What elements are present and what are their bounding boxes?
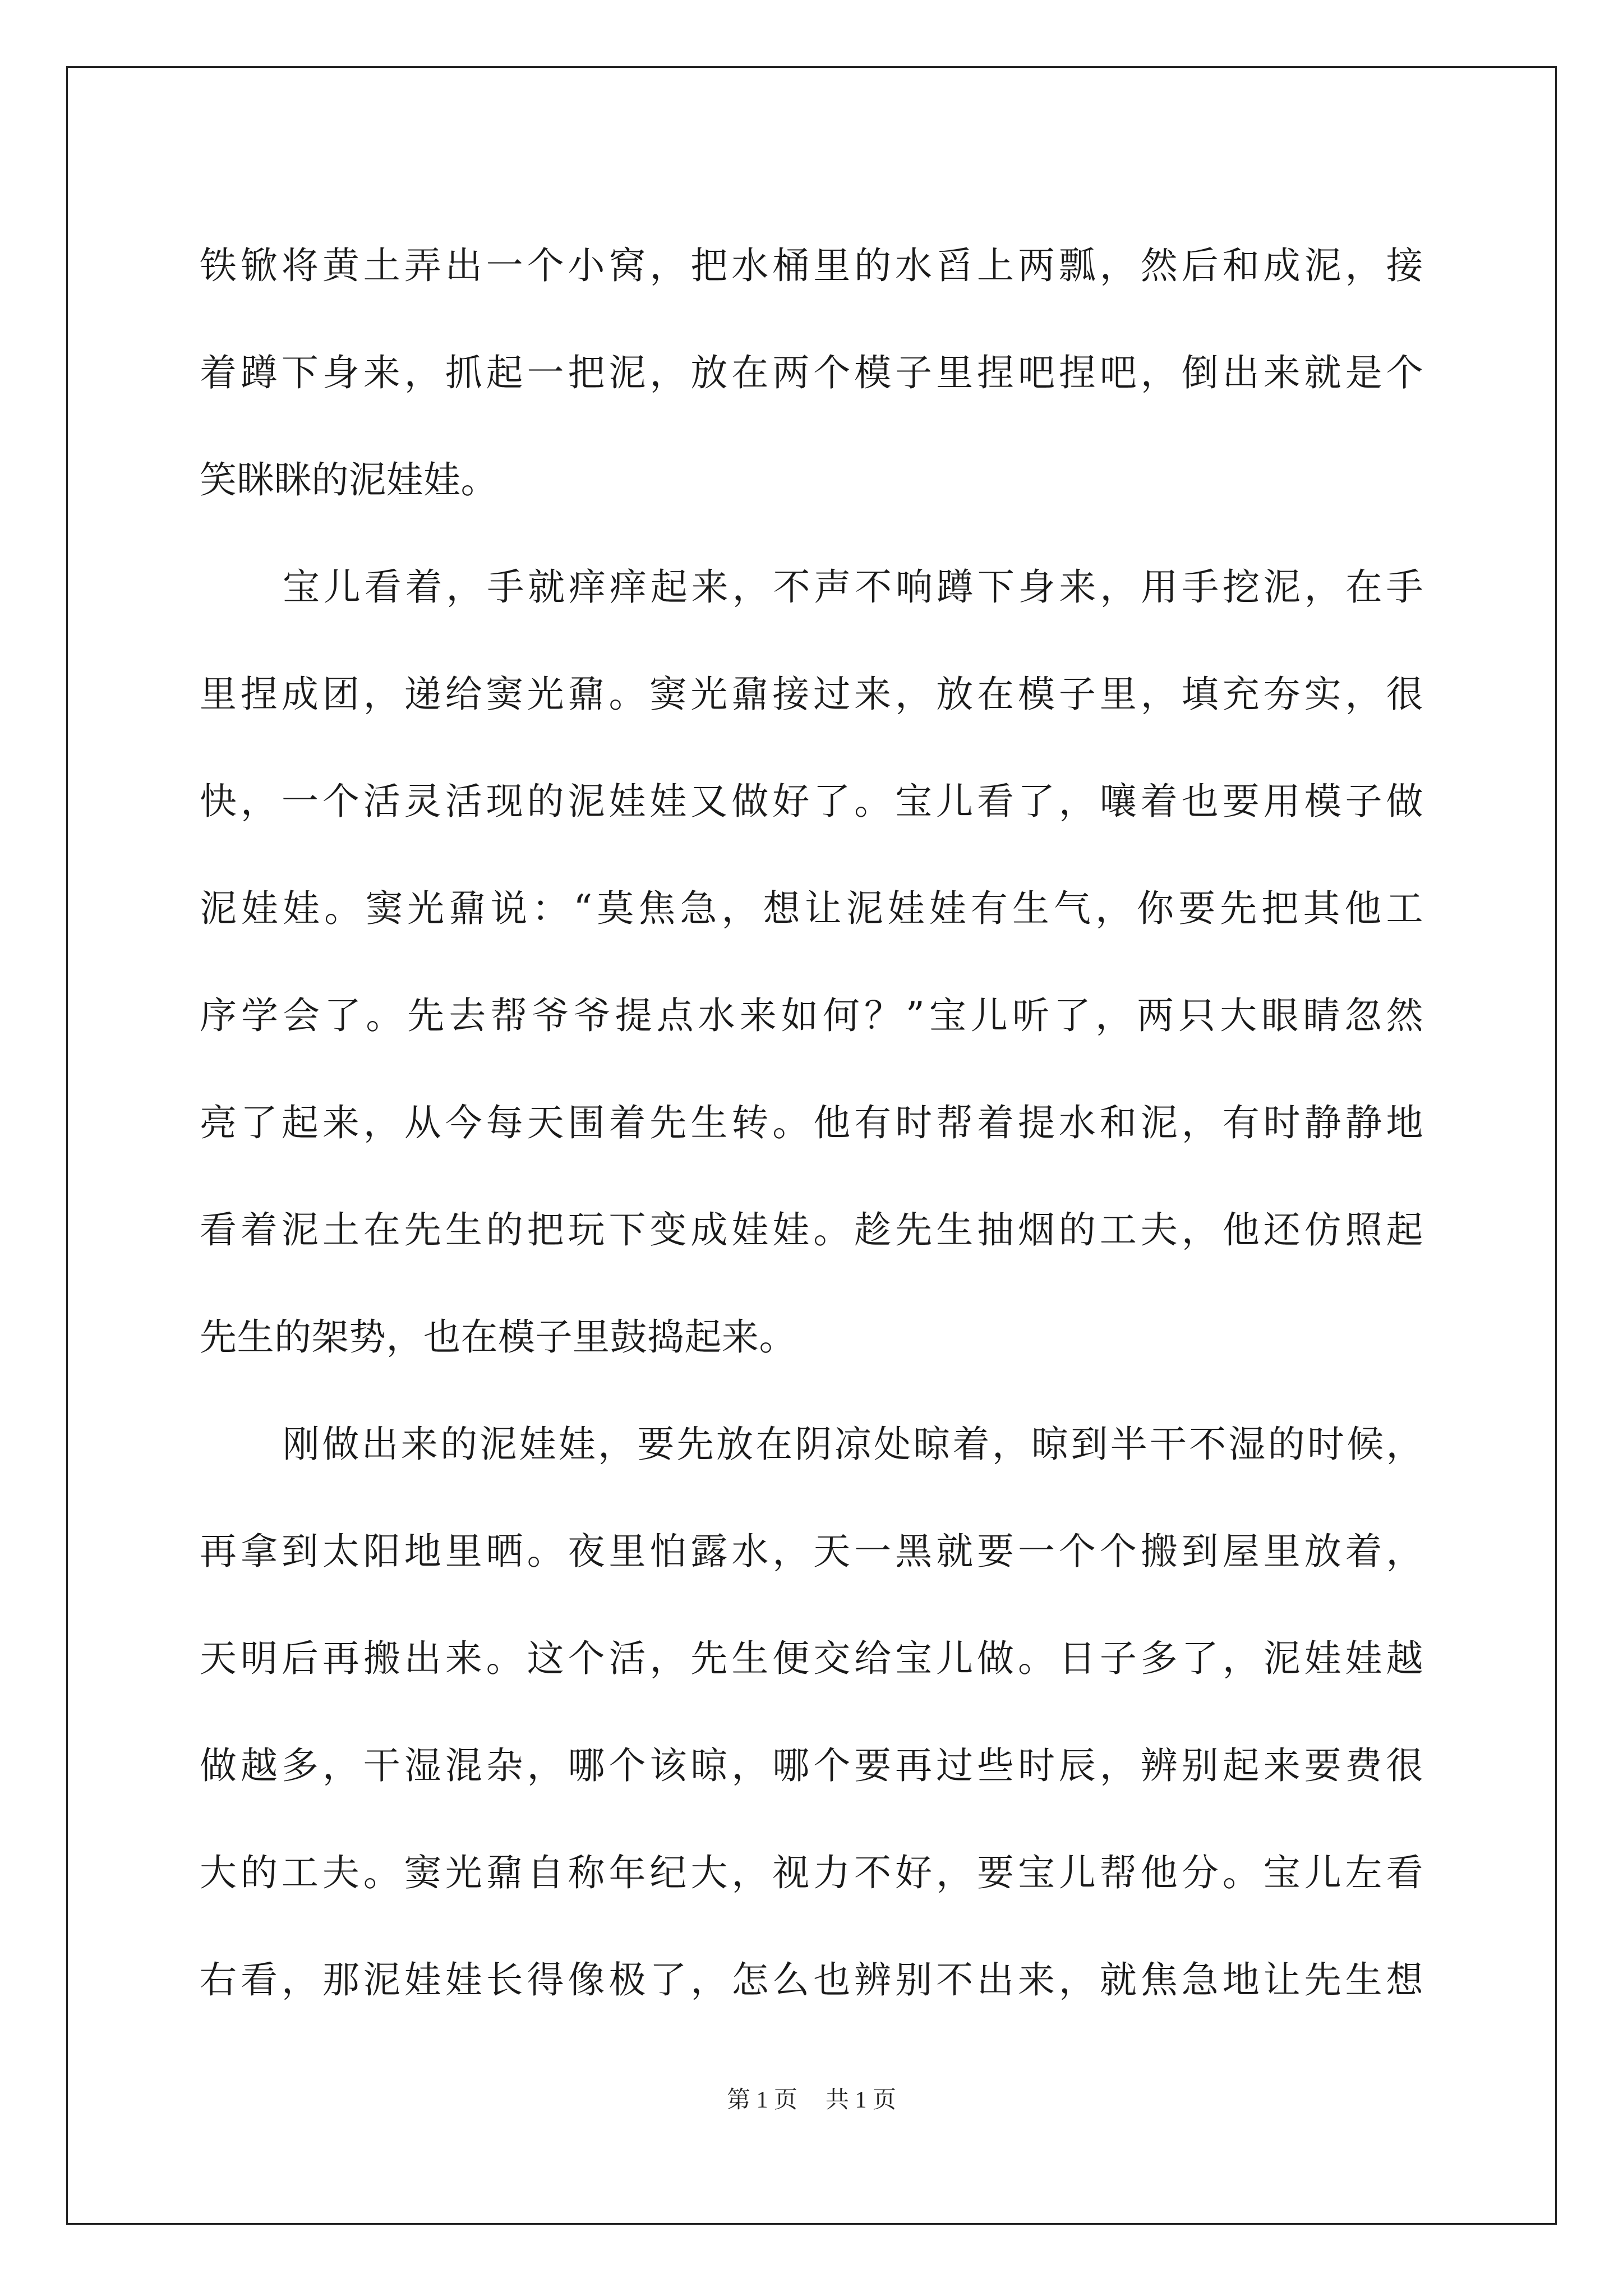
text-line: 里捏成团，递给窦光鼐。窦光鼐接过来，放在模子里，填充夯实，很 <box>200 673 1423 716</box>
paragraph-first-line: 刚做出来的泥娃娃，要先放在阴凉处晾着，晾到半干不湿的时候， <box>283 1423 1423 1466</box>
text-line: 铁锨将黄土弄出一个小窝，把水桶里的水舀上两瓢，然后和成泥，接 <box>200 244 1423 287</box>
text-line: 泥娃娃。窦光鼐说：“莫焦急，想让泥娃娃有生气，你要先把其他工 <box>200 887 1423 930</box>
text-line: 笑眯眯的泥娃娃。 <box>200 458 498 501</box>
text-line: 天明后再搬出来。这个活，先生便交给宝儿做。日子多了，泥娃娃越 <box>200 1637 1423 1680</box>
page-number: 第 1 页 <box>726 2087 797 2113</box>
text-line: 快，一个活灵活现的泥娃娃又做好了。宝儿看了，嚷着也要用模子做 <box>200 780 1423 823</box>
text-line: 再拿到太阳地里晒。夜里怕露水，天一黑就要一个个搬到屋里放着， <box>200 1530 1423 1573</box>
text-line: 右看，那泥娃娃长得像极了，怎么也辨别不出来，就焦急地让先生想 <box>200 1958 1423 2001</box>
text-line: 着蹲下身来，抓起一把泥，放在两个模子里捏吧捏吧，倒出来就是个 <box>200 351 1423 394</box>
page-footer <box>0 2081 1623 2115</box>
text-line: 做越多，干湿混杂，哪个该晾，哪个要再过些时辰，辨别起来要费很 <box>200 1744 1423 1787</box>
text-line: 序学会了。先去帮爷爷提点水来如何？”宝儿听了，两只大眼睛忽然 <box>200 994 1423 1037</box>
text-line: 亮了起来，从今每天围着先生转。他有时帮着提水和泥，有时静静地 <box>200 1101 1423 1144</box>
text-line: 看着泥土在先生的把玩下变成娃娃。趁先生抽烟的工夫，他还仿照起 <box>200 1208 1423 1251</box>
paragraph-first-line: 宝儿看着，手就痒痒起来，不声不响蹲下身来，用手挖泥，在手 <box>283 565 1423 609</box>
page-total: 共 1 页 <box>826 2087 897 2113</box>
text-line: 大的工夫。窦光鼐自称年纪大，视力不好，要宝儿帮他分。宝儿左看 <box>200 1851 1423 1894</box>
document-body <box>200 212 1423 2033</box>
text-line: 先生的架势，也在模子里鼓捣起来。 <box>200 1315 796 1359</box>
